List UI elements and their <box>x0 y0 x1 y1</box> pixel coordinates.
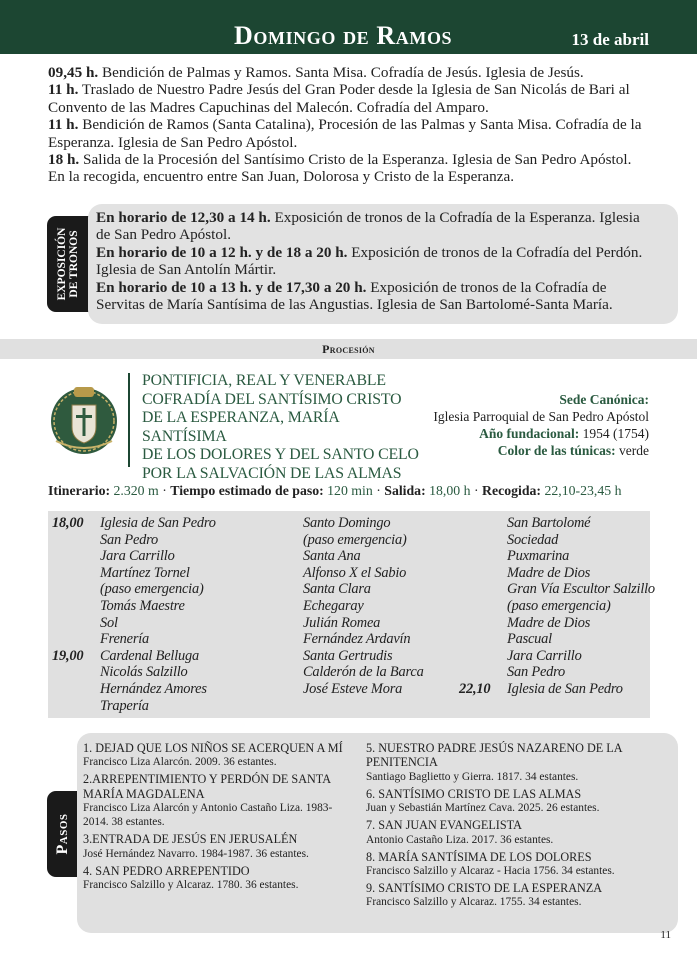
route-stop <box>100 581 216 598</box>
paso-item <box>83 864 353 892</box>
event-time: 18 h. <box>48 151 80 169</box>
exposicion-item <box>96 244 646 279</box>
route-column-1 <box>52 515 216 714</box>
route-place: (paso emergencia) <box>507 597 611 614</box>
event-text: Bendición de Ramos (Santa Catalina), Procesión de las Palmas y Santa Misa. Cofradía de la Esperanza. Iglesia de San Pedro Apóstol. <box>48 116 642 151</box>
route-place: Echegaray <box>303 597 364 614</box>
route-place: Trapería <box>100 697 149 714</box>
route-stop <box>100 565 216 582</box>
route-stop <box>507 548 655 565</box>
route-stop <box>100 631 216 648</box>
paso-item <box>83 832 353 860</box>
paso-item <box>83 741 353 769</box>
page-header <box>0 0 697 54</box>
route-stop <box>507 598 655 615</box>
paso-title: 8. MARÍA SANTÍSIMA DE LOS DOLORES <box>366 849 592 864</box>
itinerario-value: 2.320 m <box>113 483 159 498</box>
route-stop <box>100 698 216 715</box>
route-stop <box>303 548 424 565</box>
pasos-box <box>77 733 678 933</box>
route-stop <box>100 598 216 615</box>
route-stop <box>303 532 424 549</box>
route-stop <box>507 532 655 549</box>
paso-title: 9. SANTÍSIMO CRISTO DE LA ESPERANZA <box>366 881 603 896</box>
route-place: San Bartolomé <box>507 515 591 531</box>
route-place: Santa Ana <box>303 548 361 565</box>
cofradia-name-line: DE LA ESPERANZA, MARÍA SANTÍSIMA <box>142 409 339 445</box>
route-place: Cardenal Belluga <box>100 647 199 664</box>
pasos-label-text: Pasos <box>54 813 71 855</box>
tiempo-value: 120 min <box>327 483 373 498</box>
exposicion-time: En horario de 10 a 13 h. y de 17,30 a 20 h. <box>96 278 367 296</box>
route-place: Iglesia de San Pedro <box>100 515 216 531</box>
route-time: 22,10 <box>459 680 491 697</box>
exposicion-text: Exposición de tronos de la Cofradía de la Esperanza. Iglesia de San Pedro Apóstol. <box>96 209 640 244</box>
route-place: José Esteve Mora <box>303 680 403 697</box>
route-place: Pascual <box>507 631 552 648</box>
route-stop <box>100 664 216 681</box>
paso-item <box>366 818 636 846</box>
route-stop <box>507 631 655 648</box>
pasos-column-left <box>83 741 353 895</box>
salida-label: Salida: <box>384 483 426 498</box>
route-stop <box>507 664 655 681</box>
paso-title: 6. SANTÍSIMO CRISTO DE LAS ALMAS <box>366 786 582 801</box>
route-place: Fernández Ardavín <box>303 631 411 648</box>
paso-detail: José Hernández Navarro. 1984-1987. 36 estantes. <box>83 847 309 860</box>
cofradia-name-line: PONTIFICIA, REAL Y VENERABLE <box>142 372 386 389</box>
route-stop <box>100 548 216 565</box>
route-stop <box>303 581 424 598</box>
route-place: Sol <box>100 614 118 631</box>
route-place: Nicolás Salzillo <box>100 664 188 681</box>
paso-item <box>366 741 636 784</box>
route-stop <box>507 648 655 665</box>
paso-item <box>366 881 636 909</box>
exposicion-time: En horario de 10 a 12 h. y de 18 a 20 h. <box>96 243 348 261</box>
event-item <box>48 64 652 81</box>
route-stop <box>100 615 216 632</box>
route-stop <box>303 615 424 632</box>
route-place: (paso emergencia) <box>303 531 407 548</box>
route-column-3 <box>459 515 655 698</box>
paso-title: 7. SAN JUAN EVANGELISTA <box>366 818 522 833</box>
pasos-column-right <box>366 741 636 912</box>
route-place: San Pedro <box>507 664 566 681</box>
route-place: Frenería <box>100 631 150 648</box>
route-place: Santa Gertrudis <box>303 647 393 664</box>
sede-value: Iglesia Parroquial de San Pedro Apóstol <box>433 409 649 424</box>
route-time: 18,00 <box>52 515 84 531</box>
route-stop <box>52 647 216 665</box>
paso-item <box>366 787 636 815</box>
route-place: Alfonso X el Sabio <box>303 564 407 581</box>
paso-item <box>366 850 636 878</box>
route-place: Gran Vía Escultor Salzillo <box>507 581 655 598</box>
itinerario-line: Itinerario: 2.320 m · Tiempo estimado de paso: 120 min · Salida: 18,00 h · Recogida: 22,10-23,45 h <box>48 483 622 498</box>
route-place: Julián Romea <box>303 614 381 631</box>
route-place: San Pedro <box>100 531 159 548</box>
pasos-section <box>47 733 678 933</box>
cofradia-name <box>142 372 422 484</box>
divider-line <box>128 373 130 467</box>
procesion-bar: Procesión <box>0 339 697 359</box>
paso-title: 4. SAN PEDRO ARREPENTIDO <box>83 863 250 878</box>
salida-value: 18,00 h <box>429 483 471 498</box>
route-stop <box>507 615 655 632</box>
pasos-label <box>47 791 79 877</box>
paso-detail: Juan y Sebastián Martínez Cava. 2025. 26 estantes. <box>366 802 600 815</box>
route-place: Sociedad <box>507 531 559 548</box>
route-place: Calderón de la Barca <box>303 664 424 681</box>
route-place: Santa Clara <box>303 581 371 598</box>
paso-detail: Francisco Liza Alarcón. 2009. 36 estantes. <box>83 756 277 769</box>
exposicion-label-line1: EXPOSICIÓN <box>56 227 68 301</box>
exposicion-label-line2: DE TRONOS <box>68 230 80 298</box>
route-place: Martínez Tornel <box>100 564 190 581</box>
paso-title: 3.ENTRADA DE JESÚS EN JERUSALÉN <box>83 832 298 847</box>
exposicion-label <box>47 216 89 312</box>
route-stop <box>303 681 424 698</box>
route-stop <box>303 631 424 648</box>
event-time: 11 h. <box>48 116 79 134</box>
exposicion-time: En horario de 12,30 a 14 h. <box>96 209 271 226</box>
route-stop <box>52 515 216 532</box>
route-place: Tomás Maestre <box>100 597 185 614</box>
exposicion-item <box>96 209 646 244</box>
route-place: Santo Domingo <box>303 515 391 531</box>
route-place: Iglesia de San Pedro <box>507 680 623 697</box>
route-box <box>48 511 655 718</box>
page-date: 13 de abril <box>571 30 649 49</box>
route-stop <box>100 532 216 549</box>
paso-title: 1. DEJAD QUE LOS NIÑOS SE ACERQUEN A MÍ <box>83 741 343 755</box>
route-stop <box>507 581 655 598</box>
ano-label: Año fundacional: <box>479 426 580 441</box>
route-column-2 <box>303 515 424 698</box>
events-list <box>48 64 652 186</box>
color-value: verde <box>619 443 649 458</box>
paso-title: 5. NUESTRO PADRE JESÚS NAZARENO DE LA PENITENCIA <box>366 741 622 770</box>
route-stop <box>303 664 424 681</box>
route-place: Jara Carrillo <box>507 647 582 664</box>
route-stop <box>303 648 424 665</box>
exposicion-section <box>47 204 678 324</box>
route-place: Jara Carrillo <box>100 548 175 565</box>
paso-item <box>83 772 353 829</box>
paso-detail: Francisco Salzillo y Alcaraz - Hacia 1756. 34 estantes. <box>366 865 615 878</box>
exposicion-box <box>88 204 678 324</box>
cofradia-crest-icon <box>48 381 120 459</box>
route-place: Puxmarina <box>507 548 570 565</box>
ano-value: 1954 (1754) <box>582 426 649 441</box>
cofradia-name-line: POR LA SALVACIÓN DE LAS ALMAS <box>142 464 402 482</box>
route-stop <box>507 515 655 532</box>
route-stop <box>459 680 655 698</box>
paso-detail: Francisco Salzillo y Alcaraz. 1755. 34 estantes. <box>366 896 582 909</box>
route-place: Madre de Dios <box>507 564 591 581</box>
cofradia-name-line: DE LOS DOLORES Y DEL SANTO CELO <box>142 446 419 464</box>
sede-label: Sede Canónica: <box>559 392 649 407</box>
event-text: Bendición de Palmas y Ramos. Santa Misa. Cofradía de Jesús. Iglesia de Jesús. <box>102 64 584 81</box>
itinerario-label: Itinerario: <box>48 483 111 498</box>
route-place: Madre de Dios <box>507 614 591 631</box>
event-text: Traslado de Nuestro Padre Jesús del Gran Poder desde la Iglesia de San Nicolás de Bari al Convento de las Madres Capuchinas del Malecón. Cofradía del Amparo. <box>48 81 630 116</box>
event-time: 11 h. <box>48 81 79 99</box>
route-time: 19,00 <box>52 647 84 664</box>
exposicion-item <box>96 279 646 314</box>
route-stop <box>507 565 655 582</box>
paso-detail: Francisco Liza Alarcón y Antonio Castaño Liza. 1983-2014. 38 estantes. <box>83 802 333 829</box>
sede-info <box>433 391 649 459</box>
paso-detail: Antonio Castaño Liza. 2017. 36 estantes. <box>366 833 554 846</box>
route-place: Hernández Amores <box>100 680 207 697</box>
paso-title: 2.ARREPENTIMIENTO Y PERDÓN DE SANTA MARÍA MAGDALENA <box>83 772 331 801</box>
route-stop <box>303 598 424 615</box>
paso-detail: Francisco Salzillo y Alcaraz. 1780. 36 estantes. <box>83 879 299 892</box>
route-stop <box>303 515 424 532</box>
event-item <box>48 151 652 186</box>
color-label: Color de las túnicas: <box>497 443 616 458</box>
recogida-value: 22,10-23,45 h <box>544 483 622 498</box>
paso-detail: Santiago Baglietto y Gierra. 1817. 34 estantes. <box>366 770 579 783</box>
exposicion-text: Exposición de tronos de la Cofradía de Servitas de María Santísima de las Angustias. Iglesia de San Bartolomé-Santa María. <box>96 278 613 314</box>
event-text: Salida de la Procesión del Santísimo Cristo de la Esperanza. Iglesia de San Pedro Apóstol. En la recogida, encuentro entre San Juan, Dolorosa y Cristo de la Esperanza. <box>48 151 632 186</box>
route-stop <box>100 681 216 698</box>
route-place: (paso emergencia) <box>100 581 204 598</box>
event-item <box>48 116 652 151</box>
cofradia-name-line: COFRADÍA DEL SANTÍSIMO CRISTO <box>142 390 402 408</box>
exposicion-text: Exposición de tronos de la Cofradía del Perdón. Iglesia de San Antolín Mártir. <box>96 243 643 279</box>
route-stop <box>303 565 424 582</box>
recogida-label: Recogida: <box>482 483 542 498</box>
tiempo-label: Tiempo estimado de paso: <box>170 483 324 498</box>
event-item <box>48 81 652 116</box>
page-title: Domingo de Ramos <box>234 21 453 50</box>
event-time: 09,45 h. <box>48 64 99 81</box>
page-number: 11 <box>660 929 671 941</box>
